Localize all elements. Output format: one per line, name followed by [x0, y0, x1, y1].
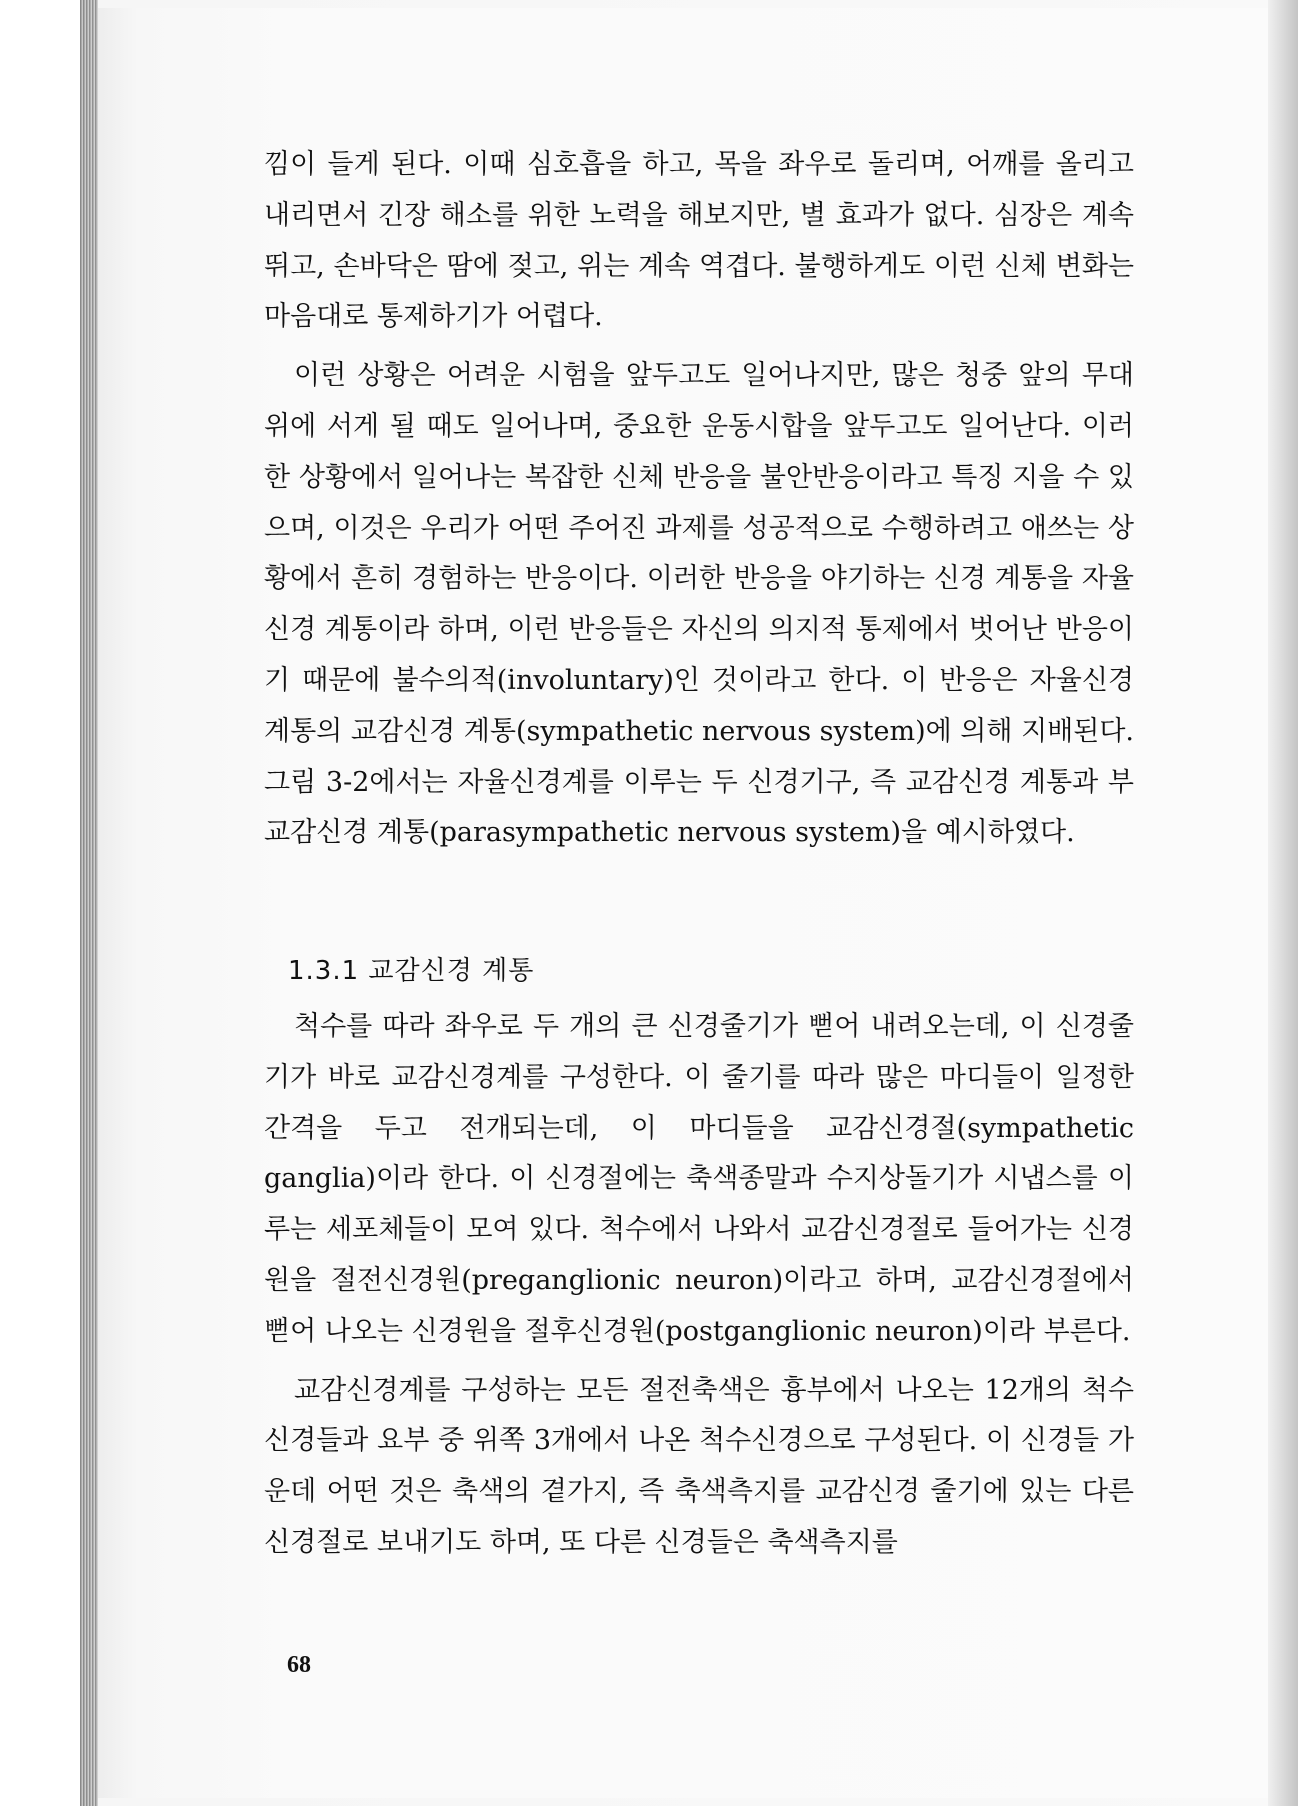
paragraph-3: 척수를 따라 좌우로 두 개의 큰 신경줄기가 뻗어 내려오는데, 이 신경줄기가 바로 교감신경계를 구성한다. 이 줄기를 따라 많은 마디들이 일정한 간격을 두고 전개되는데, 이 마디들을 교감신경절(sympathetic ganglia)이라 한다. 이 신경절에는 축색종말과 수지상돌기가 시냅스를 이루는 세포체들이 모여 있다. 척수에서 나와서 교감신경절로 들어가는 신경원을 절전신경원(preganglionic neuron)이라고 하며, 교감신경절에서 뻗어 나오는 신경원을 절후신경원(postganglionic neuron)이라 부른다. [264, 1011, 1134, 1347]
page-number: 68 [287, 1652, 311, 1678]
section-heading: 1.3.1 교감신경 계통 [288, 956, 535, 986]
page-right-edge [1268, 0, 1298, 1806]
paragraph-4: 교감신경계를 구성하는 모든 절전축색은 흉부에서 나오는 12개의 척수신경들과 요부 중 위쪽 3개에서 나온 척수신경으로 구성된다. 이 신경들 가운데 어떤 것은 축색의 곁가지, 즉 축색측지를 교감신경 줄기에 있는 다른 신경절로 보내기도 하며, 또 다른 신경들은 축색측지를 [264, 1374, 1134, 1558]
body-text-bottom [264, 1002, 1134, 1577]
body-text-top [264, 140, 1134, 867]
page-stack-edge [80, 0, 98, 1806]
paragraph-2: 이런 상황은 어려운 시험을 앞두고도 일어나지만, 많은 청중 앞의 무대 위에 서게 될 때도 일어나며, 중요한 운동시합을 앞두고도 일어난다. 이러한 상황에서 일어나는 복잡한 신체 반응을 불안반응이라고 특징 지을 수 있으며, 이것은 우리가 어떤 주어진 과제를 성공적으로 수행하려고 애쓰는 상황에서 흔히 경험하는 반응이다. 이러한 반응을 야기하는 신경 계통을 자율신경 계통이라 하며, 이런 반응들은 자신의 의지적 통제에서 벗어난 반응이기 때문에 불수의적(involuntary)인 것이라고 한다. 이 반응은 자율신경 계통의 교감신경 계통(sympathetic nervous system)에 의해 지배된다. 그림 3-2에서는 자율신경계를 이루는 두 신경기구, 즉 교감신경 계통과 부교감신경 계통(parasympathetic nervous system)을 예시하였다. [264, 360, 1134, 849]
paragraph-1: 낌이 들게 된다. 이때 심호흡을 하고, 목을 좌우로 돌리며, 어깨를 올리고 내리면서 긴장 해소를 위한 노력을 해보지만, 별 효과가 없다. 심장은 계속 뛰고, 손바닥은 땀에 젖고, 위는 계속 역겹다. 불행하게도 이런 신체 변화는 마음대로 통제하기가 어렵다. [264, 149, 1134, 333]
